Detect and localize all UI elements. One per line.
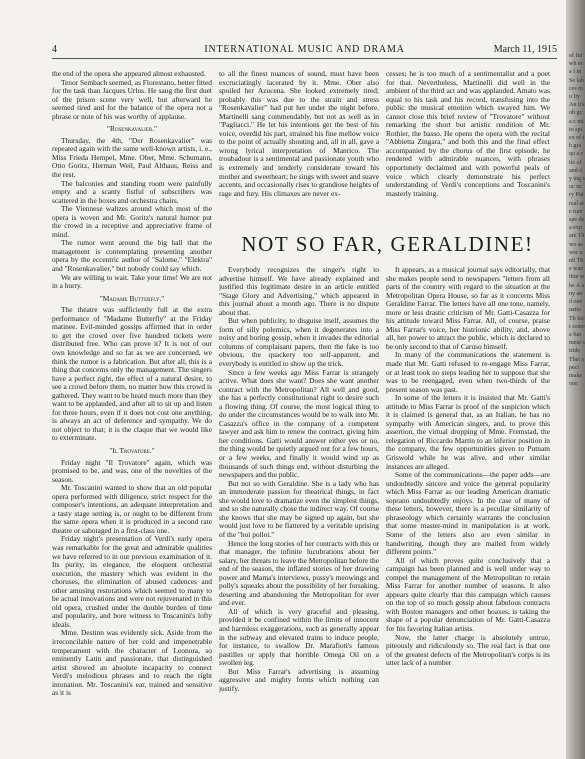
column-2-article xyxy=(219,266,379,754)
section-heading: "Madame Butterfly." xyxy=(99,293,165,303)
paragraph: In many of the communications the statement is made that Mr. Gatti refused to re-engage Miss Farrar, or at least took no steps leading her to suppose that she was to be reengaged, even when two-thirds of the present season was past. xyxy=(386,350,550,394)
paragraph: Now, the latter charge is absolutely untrue, piteously and ridiculously so. The real fact is that one of the greatest defects of the Metropolitan's corps is its utter lack of a number xyxy=(386,632,550,668)
paragraph: cesses; he is too much of a sentimentalist and a poet for that. Nevertheless, Martinelli did well in the ambient of the third act and was applauded. Amato was equal to his task and his record, transfusing into the public the musical emotion which swayed him. We cannot close this brief review of "Trovatore" without remarking the short but artistic rendition of Mr. Rothier, the basso. He opens the opera with the recital "Abbietta Zingara," and both this and the final effect accompanied by the chorus of the first episode, he rendered with admirable nuances, with phrases opportunely declaimed and with powerful peals of voice which clearly demonstrate his perfect understanding of Verdi's conceptions and Toscanini's masterly training. xyxy=(386,70,550,198)
paragraph: Hence the long stories of her contracts with this or that manager, the infinite lucubrations about her salary, her threats to leave the Metropolitan before the end of the season, the inflated stories of her drawing power and Mama's interviews, pussy's meowings and polly's squeaks about the possibility of her forsaking, deserting and abandoning the Metropolitan for ever and ever. xyxy=(219,538,379,608)
paragraph: Tenor Sembach seemed, as Florestano, better fitted for the task than Jacques Urlus. He sang the first duet of the prison scene very well, but afterward he seemed tired and for the balance of the opera not a phrase or note of his was worthy of applause. xyxy=(52,77,212,121)
paragraph: Friday night's presentation of Verdi's early opera was remarkable for the great and admirable qualities we have referred to in our previous examination of it. Its purity, its elegance, the eloquent orchestral execution, the mastery which was evident in the choruses, the elimination of abused cadences and other amusing restorations which seemed to many to be actual innovations and were not rejuvenated in this old opera, crushed under the double burden of time and popularity, and bore witness to Toscanini's lofty ideals. xyxy=(52,534,212,629)
paragraph: Everybody recognizes the singer's right to advertise himself. We have already explained and justified this legitimate desire in an article entitled "Stage Glory and Advertising," which appeared in this journal about a month ago. There is no dispute about that. xyxy=(219,266,379,317)
paragraph: Friday night "Il Trovatore" again, which was promised to be, and was, one of the novelties of the season. xyxy=(52,457,212,484)
paragraph: But not so with Geraldine. She is a lady who has an immoderate passion for theatrical things, in fact she would love to dramatize even the simplest things, and so she naturally chose the indirect way. Of course she knows that she may be signed up again, but she would just love to be flattered by a veritable uprising of the "hoi polloi." xyxy=(219,478,379,539)
paragraph: It appears, as a musical journal says editorially, that she makes people send to newspapers "letters from all parts of the country with regard to the situation at the Metropolitan Opera House, so far as it concerns Miss Geraldine Farrar. The letters have all one tone, namely, more or less drastic criticism of Mr. Gatti-Casazza for his attitude toward Miss Farrar. All, of course, praise Miss Farrar's voice, her histrionic ability, and, above all, her power to attract the public, which is declared to be only second to that of Caruso himself. xyxy=(386,266,550,351)
paragraph: Since a few weeks ago Miss Farrar is strangely active. What does she want? Does she want another contract with the Metropolitan? All well and good, she has a perfectly constitutional right to desire such a flowing thing. Of course, the most logical thing to do under the circumstances would be to walk into Mr. Casazza's office in the company of a competent lawyer and ask him to renew the contract, giving him her conditions. Gatti would answer either yes or no, the thing would be quietly argued out for a few hours, or a few weeks, and finally it would wind up as thousands of such things end, without disturbing the newspapers and the public. xyxy=(219,367,379,480)
column-3-top xyxy=(386,70,550,230)
column-3-article xyxy=(386,266,550,754)
column-1 xyxy=(52,70,212,752)
paragraph: We are willing to wait. Take your time! We are not in a hurry. xyxy=(52,272,212,291)
running-header xyxy=(52,44,557,56)
paragraph: to all the finest nuances of sound, must have been excruciatingly lacerated by it. Mme. Ober also spoiled her Azucena. She looked extremely tired; probably this was due to the strain and stress "Rosenkavalier" had put her under the night before. Martinelli sang commendably, but not as well as in "Pagliacci." He let his intentions get the best of his voice, overdid his part, strained his fine mellow voice to the point of actually shouting and, all in all, gave a wrong lyrical interpretation of Manrico. The troubadour is a sentimental and passionate youth who is extremely and tenderly considerate toward his mother and sweetheart; he sings with sweet and suave accents, and occasionally rises to grandiose heights of rage and fury. His climaxes are never ex- xyxy=(219,70,379,198)
page-number: 4 xyxy=(52,44,57,55)
paragraph: the end of the opera she appeared almost exhausted. xyxy=(52,70,206,78)
paragraph: The theatre was sufficiently full at the extra performance of "Madame Butterfly" at the Friday matinee. Evil-minded gossips affirmed that in order to get the crowd over five hundred tickets were distributed free. Who can prove it? It is not of our own knowledge and so far as we are concerned, we think the rumor is a fabrication. But after all, this is a thing that concerns only the management. The singers have a perfect right, the effect of a natural desire, to see a crowd before them, no matter how this crowd is gathered. They want to be heard much more than they want to be applauded, and after all to sit up and listen for three hours, even if it does not cost one anything, is always an act of deference and sympathy. We do not object to that; it is the claque that we would like to exterminate. xyxy=(52,305,212,443)
paragraph: Thursday, the 4th, "Der Rosenkavalier" was repeated again with the same well-known artists, i. e., Miss Frieda Hempel, Mme. Ober, Mme. Schumann, Otto Goritz, Herman Weil, Paul Althaus, Reiss and the rest. xyxy=(52,135,212,180)
paragraph: Mme. Destinn was evidently sick. Aside from the irreconcilable nature of her cold and impenetrable temperament with the character of Leonora, so eminently Latin and passionate, that distinguished artist showed an absolute incapacity to connect Verdi's melodious phrases and to reach the right intonation. Mr. Toscanini's ear, trained and sensitive as it is xyxy=(52,628,212,698)
paragraph: But Miss Farrar's advertising is assuming aggressive and mighty forms which nothing can justify. xyxy=(219,666,379,693)
issue-date: March 11, 1915 xyxy=(493,44,557,55)
publication-title: INTERNATIONAL MUSIC AND DRAMA xyxy=(204,44,405,55)
header-rule xyxy=(52,58,557,59)
paragraph: All of which proves quite conclusively that a campaign has been planned and is well under way to compel the management of the Metropolitan to retain Miss Farrar for another number of seasons. It also appears quite clearly that this campaign which causes on the top of so much gossip about fabulous contracts with Boston managers and other hoaxes, is taking the shape of a popular denunciation of Mr. Gatti-Casazza for his favoring Italian artists. xyxy=(386,555,550,633)
paragraph: All of which is very graceful and pleasing, provided it be confined within the limits of innocent and harmless exaggerations, such as generally appear in the subway and elevated trains to induce people, for instance, to swallow Dr. Marafioti's famous pastilles or apply that horrible Omega Oil on a swollen leg. xyxy=(219,606,379,668)
facing-page-fragment: of fut wh era I m Se lab ces mu Ity An it's ob gr: a c mi to spi ex of th gra qu a c tle of and rly ing suc nc ry Pui real are ture spe dea exp are Th wo as wer unli The wan thin whe A any and one natio Th fact some a fun ment stride Thei speci make one xyxy=(569,53,585,388)
paragraph: In some of the letters it is insisted that Mr. Gatti's attitude to Miss Farrar is proof of the suspicion which it is claimed is general that, as an Italian, he has no sympathy with American singers, and, to prove this assertion, the virtual dropping of Mme. Fremstad, the relegation of Riccardo Martin to an inferior position in the company, the few opportunities given to Putnam Griswold while he was alive, and other similar instances are alleged. xyxy=(386,393,550,471)
paragraph: Some of the communications—the paper adds—are undoubtedly sincere and voice the general popularity which Miss Farrar as our leading American dramatic soprano undoubtedly enjoys. In the case of many of these letters, however, there is a peculiar similarity of phraseology which certainly warrants the conclusion that some master-mind in manipulation is at work. Some of the letters also are even similar in handwriting, though they are mailed from widely different points." xyxy=(386,470,550,557)
paragraph: But when publicity, to disguise itself, assumes the form of silly polemics, when it degenerates into a noisy and boring gossip, when it invades the editorial columns of complaisant papers, then the fake is too obvious, the quackery too self-apparent, and everybody is entitled to show up the trick. xyxy=(219,316,379,369)
section-heading: "Il Trovatore." xyxy=(109,445,155,455)
article-headline: NOT SO FAR, GERALDINE! xyxy=(241,232,534,256)
section-heading: "Rosenkavalier." xyxy=(106,124,158,134)
paragraph: The Viennese waltzes around which most of the opera is woven and Mr. Goritz's natural humor put the crowd in a receptive and appreciative frame of mind. xyxy=(52,204,212,239)
paragraph: Mr. Toscanini wanted to show that an old popular opera performed with diligence, strict respect for the composer's intentions, an adequate interpretation and a tasty stage setting is, or ought to be different from the same opera when it is produced in a second rate theatre or sabotaged in a first-class one. xyxy=(52,483,212,535)
paragraph: The balconies and standing room were painfully empty and a scanty fistful of subscribers was scattered in the boxes and orchestra chairs. xyxy=(52,178,212,205)
column-2-top xyxy=(219,70,379,230)
paragraph: The rumor went around the big hall that the management is contemplating presenting another opera by the eccentric author of "Salome," "Elektra" and "Rosenkavalier," but nobody could say which. xyxy=(52,238,212,274)
